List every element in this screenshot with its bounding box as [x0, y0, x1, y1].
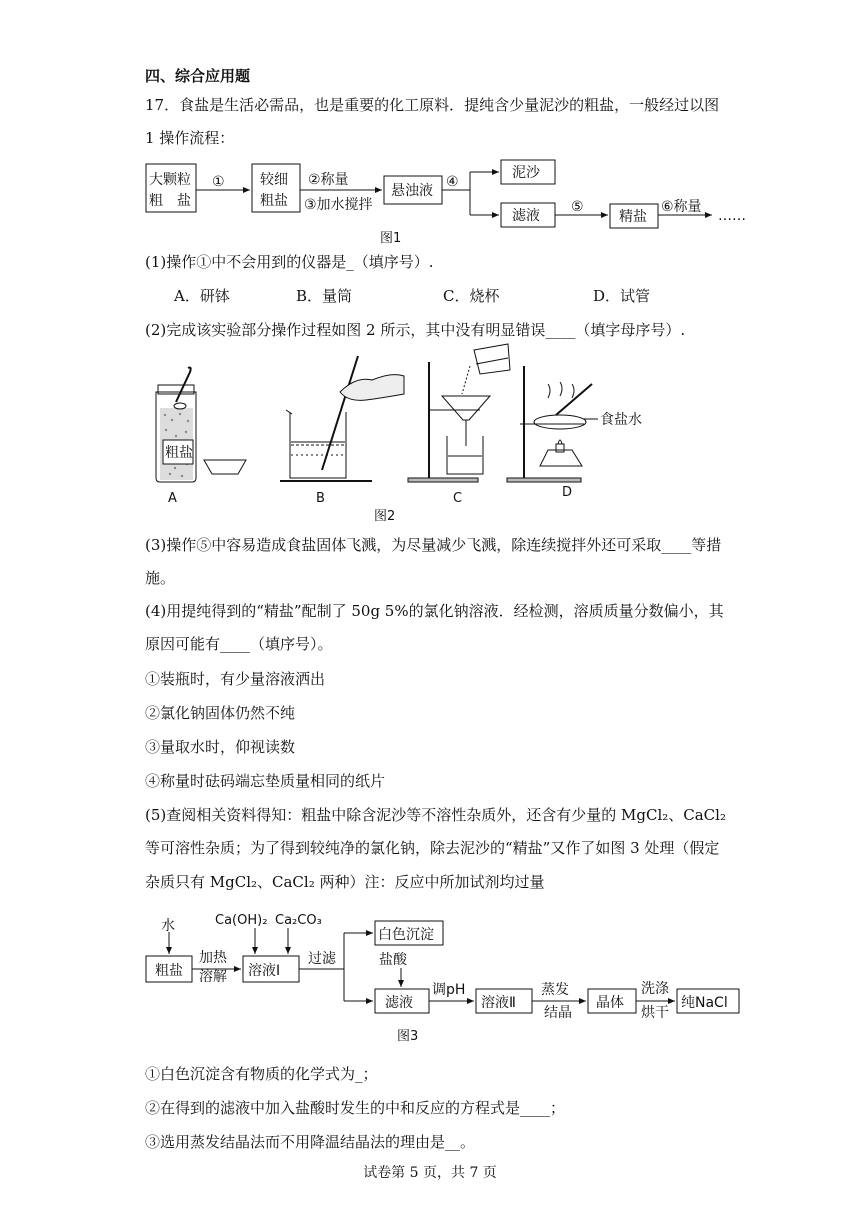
section-title: 四、综合应用题 [145, 67, 251, 85]
fig3-box-crude-salt: 粗盐 [155, 963, 183, 979]
q5-text-line1: (5)查阅相关资料得知：粗盐中除含泥沙等不溶性杂质外，还含有少量的 MgCl₂、CaCl₂ [145, 806, 726, 824]
fig3-adjust-ph: 调pH [432, 982, 466, 998]
fig3-box-crystal: 晶体 [596, 995, 624, 1011]
fig3-evaporate-line1: 蒸发 [541, 982, 569, 998]
q1-option-d: D．试管 [593, 287, 651, 305]
fig3-box-filtrate: 滤液 [385, 995, 413, 1011]
q1-text: (1)操作①中不会用到的仪器是_（填序号）. [145, 253, 434, 271]
fig1-box-fine-line2: 粗盐 [260, 193, 288, 209]
fig3-wash-line2: 烘干 [641, 1005, 669, 1021]
fig1-caption: 图1 [380, 231, 402, 246]
fig1-box-raw-line1: 大颗粒 [149, 172, 191, 188]
fig3-evaporate-line2: 结晶 [544, 1005, 572, 1021]
fig1-step5: ⑤ [571, 199, 584, 215]
fig1-box-salt: 精盐 [619, 209, 647, 225]
q3-text-line2: 施。 [145, 569, 176, 587]
q5-text-line2: 等可溶性杂质；为了得到较纯净的氯化钠，除去泥沙的“精盐”又作了如图 3 处理（假定 [145, 839, 720, 857]
fig3-filter: 过滤 [308, 951, 336, 967]
fig3-box-solution-2: 溶液Ⅱ [481, 995, 516, 1011]
q2-text: (2)完成该实验部分操作过程如图 2 所示，其中没有明显错误____（填字母序号）. [145, 321, 686, 339]
fig1-step2: ②称量 [308, 172, 349, 188]
q3-text-line1: (3)操作⑤中容易造成食盐固体飞溅，为尽量减少飞溅，除连续搅拌外还可采取____等措 [145, 536, 722, 554]
fig2-letter-d: D [562, 485, 573, 500]
fig1-step4: ④ [446, 174, 459, 190]
q4-item-2: ②氯化钠固体仍然不纯 [145, 704, 296, 722]
q1-option-c: C．烧杯 [443, 287, 500, 305]
fig1-ellipsis: …… [718, 208, 746, 224]
fig2-letter-c: C [453, 491, 463, 506]
q4-item-4: ④称量时砝码端忘垫质量相同的纸片 [145, 772, 386, 790]
fig2-letter-a: A [168, 491, 177, 506]
fig2-letter-b: B [316, 491, 325, 506]
fig1-step3: ③加水搅拌 [304, 197, 373, 213]
fig3-hcl: 盐酸 [379, 952, 407, 968]
fig1-box-raw-line2: 粗 盐 [149, 193, 191, 209]
fig3-water: 水 [161, 918, 175, 934]
fig2-caption: 图2 [374, 509, 396, 524]
fig3-reagent-ca2co3: Ca₂CO₃ [275, 913, 322, 928]
fig3-reagent-caoh2: Ca(OH)₂ [215, 913, 268, 928]
q4-text-line1: (4)用提纯得到的“精盐”配制了 50g 5%的氯化钠溶液．经检测，溶质质量分数偏小，其 [145, 602, 724, 620]
fig1-box-suspension: 悬浊液 [391, 183, 433, 199]
fig3-heat-line2: 溶解 [199, 969, 227, 985]
fig3-box-pure-nacl: 纯NaCl [681, 995, 728, 1011]
fig2-label-crude-salt: 粗盐 [165, 445, 193, 461]
question-stem-line2: 1 操作流程： [145, 129, 235, 147]
question-stem-line1: 17．食盐是生活必需品，也是重要的化工原料．提纯含少量泥沙的粗盐，一般经过以图 [145, 96, 720, 114]
q5-sub-1: ①白色沉淀含有物质的化学式为_； [145, 1065, 378, 1083]
q5-sub-3: ③选用蒸发结晶法而不用降温结晶法的理由是__。 [145, 1133, 476, 1151]
q4-text-line2: 原因可能有____（填序号）。 [145, 635, 333, 653]
fig1-box-fine-line1: 较细 [260, 172, 288, 188]
fig3-box-white-precipitate: 白色沉淀 [378, 927, 434, 943]
q5-sub-2: ②在得到的滤液中加入盐酸时发生的中和反应的方程式是____； [145, 1099, 566, 1117]
q4-item-3: ③量取水时，仰视读数 [145, 738, 296, 756]
fig3-heat-line1: 加热 [199, 950, 227, 966]
fig1-box-mud: 泥沙 [512, 165, 540, 181]
q1-option-a: A．研钵 [174, 287, 230, 305]
q5-text-line3: 杂质只有 MgCl₂、CaCl₂ 两种）注：反应中所加试剂均过量 [145, 873, 545, 891]
fig2-label-brine: 食盐水 [600, 412, 642, 428]
fig3-box-solution-1: 溶液Ⅰ [248, 963, 281, 979]
fig3-wash-line1: 洗涤 [641, 981, 669, 997]
fig1-step1: ① [212, 174, 225, 190]
fig1-box-filtrate: 滤液 [512, 208, 540, 224]
q1-option-b: B．量筒 [296, 287, 353, 305]
fig3-caption: 图3 [397, 1029, 419, 1044]
page-footer: 试卷第 5 页，共 7 页 [363, 1165, 497, 1181]
fig1-step6: ⑥称量 [661, 199, 702, 215]
q4-item-1: ①装瓶时，有少量溶液洒出 [145, 670, 326, 688]
